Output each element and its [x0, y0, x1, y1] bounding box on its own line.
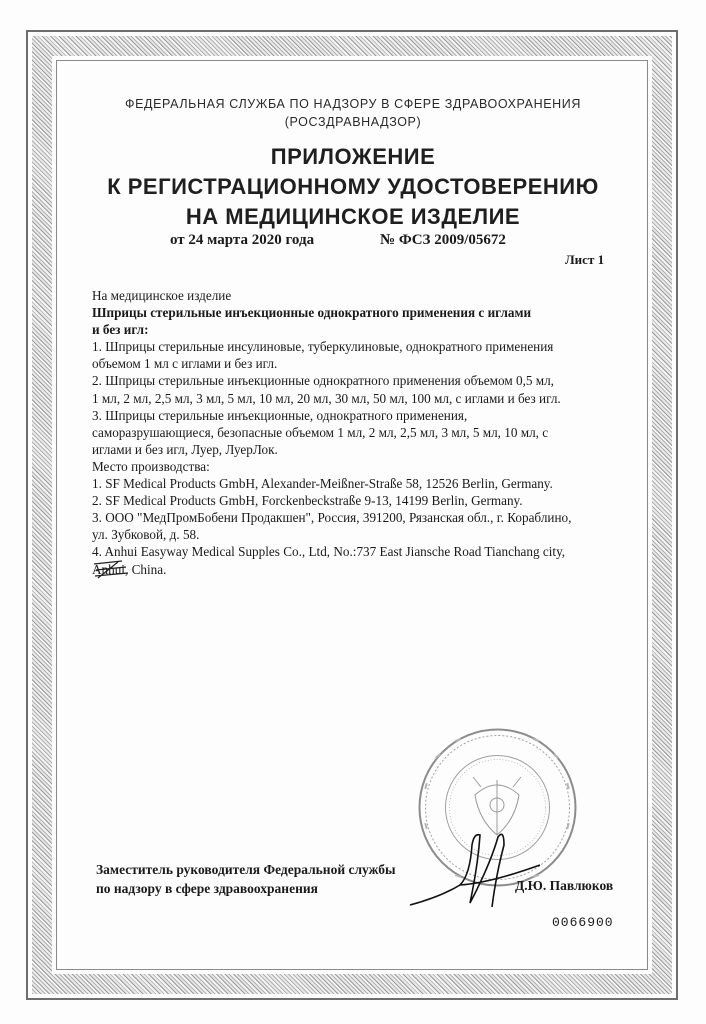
issue-date: от 24 марта 2020 года [170, 232, 315, 248]
body-line: 3. ООО "МедПромБобени Продакшен", Россия, 391200, Рязанская обл., г. Кораблино, [92, 510, 572, 526]
signature-icon [400, 825, 550, 915]
body-line: и без игл: [92, 322, 149, 338]
title-line-1: ПРИЛОЖЕНИЕ [270, 144, 436, 169]
title-line-2: К РЕГИСТРАЦИОННОМУ УДОСТОВЕРЕНИЮ [107, 174, 599, 199]
sheet-number: Лист 1 [565, 252, 605, 267]
handwritten-mark-icon [92, 558, 132, 580]
body-line: 3. Шприцы стерильные инъекционные, однократного применения, [92, 407, 468, 423]
body-line: 1. SF Medical Products GmbH, Alexander-Meißner-Straße 58, 12526 Berlin, Germany. [92, 476, 553, 492]
body-line: Шприцы стерильные инъекционные однократного применения с иглами [92, 305, 532, 321]
body-line: ул. Зубковой, д. 58. [92, 527, 200, 543]
signatory-position [96, 860, 396, 898]
body-line: 4. Anhui Easyway Medical Supples Co., Ltd, No.:737 East Jiansche Road Tianchang city, [92, 544, 566, 560]
position-line-2: по надзору в сфере здравоохранения [96, 881, 318, 896]
agency-abbreviation: (РОСЗДРАВНАДЗОР) [284, 115, 422, 129]
body-line: Anhui, China. [92, 561, 167, 577]
title-line-3: НА МЕДИЦИНСКОЕ ИЗДЕЛИЕ [185, 204, 521, 229]
body-line: 2. SF Medical Products GmbH, Forckenbeckstraße 9-13, 14199 Berlin, Germany. [92, 493, 523, 509]
body-line: Место производства: [92, 458, 210, 474]
body-line: саморазрушающиеся, безопасные объемом 1 мл, 2 мл, 2,5 мл, 3 мл, 5 мл, 10 мл, с [92, 424, 549, 440]
registration-number: № ФСЗ 2009/05672 [380, 232, 506, 248]
agency-name: ФЕДЕРАЛЬНАЯ СЛУЖБА ПО НАДЗОРУ В СФЕРЕ ЗДРАВООХРАНЕНИЯ [125, 97, 581, 111]
body-line: объемом 1 мл с иглами и без игл. [92, 356, 278, 372]
form-serial-number: 0066900 [552, 915, 614, 930]
body-line: 2. Шприцы стерильные инъекционные однократного применения объемом 0,5 мл, [92, 373, 554, 389]
body-line: 1 мл, 2 мл, 2,5 мл, 3 мл, 5 мл, 10 мл, 20 мл, 30 мл, 50 мл, 100 мл, с иглами и без игл. [92, 390, 561, 406]
body-line: иглами и без игл, Луер, ЛуерЛок. [92, 441, 278, 457]
agency-header [0, 95, 706, 131]
position-line-1: Заместитель руководителя Федеральной службы [96, 862, 396, 877]
body-line: На медицинское изделие [92, 288, 232, 303]
body-line: 1. Шприцы стерильные инсулиновые, туберкулиновые, однократного применения [92, 339, 554, 355]
document-title [0, 142, 706, 232]
document-body [92, 287, 612, 578]
signatory-name: Д.Ю. Павлюков [515, 878, 614, 893]
